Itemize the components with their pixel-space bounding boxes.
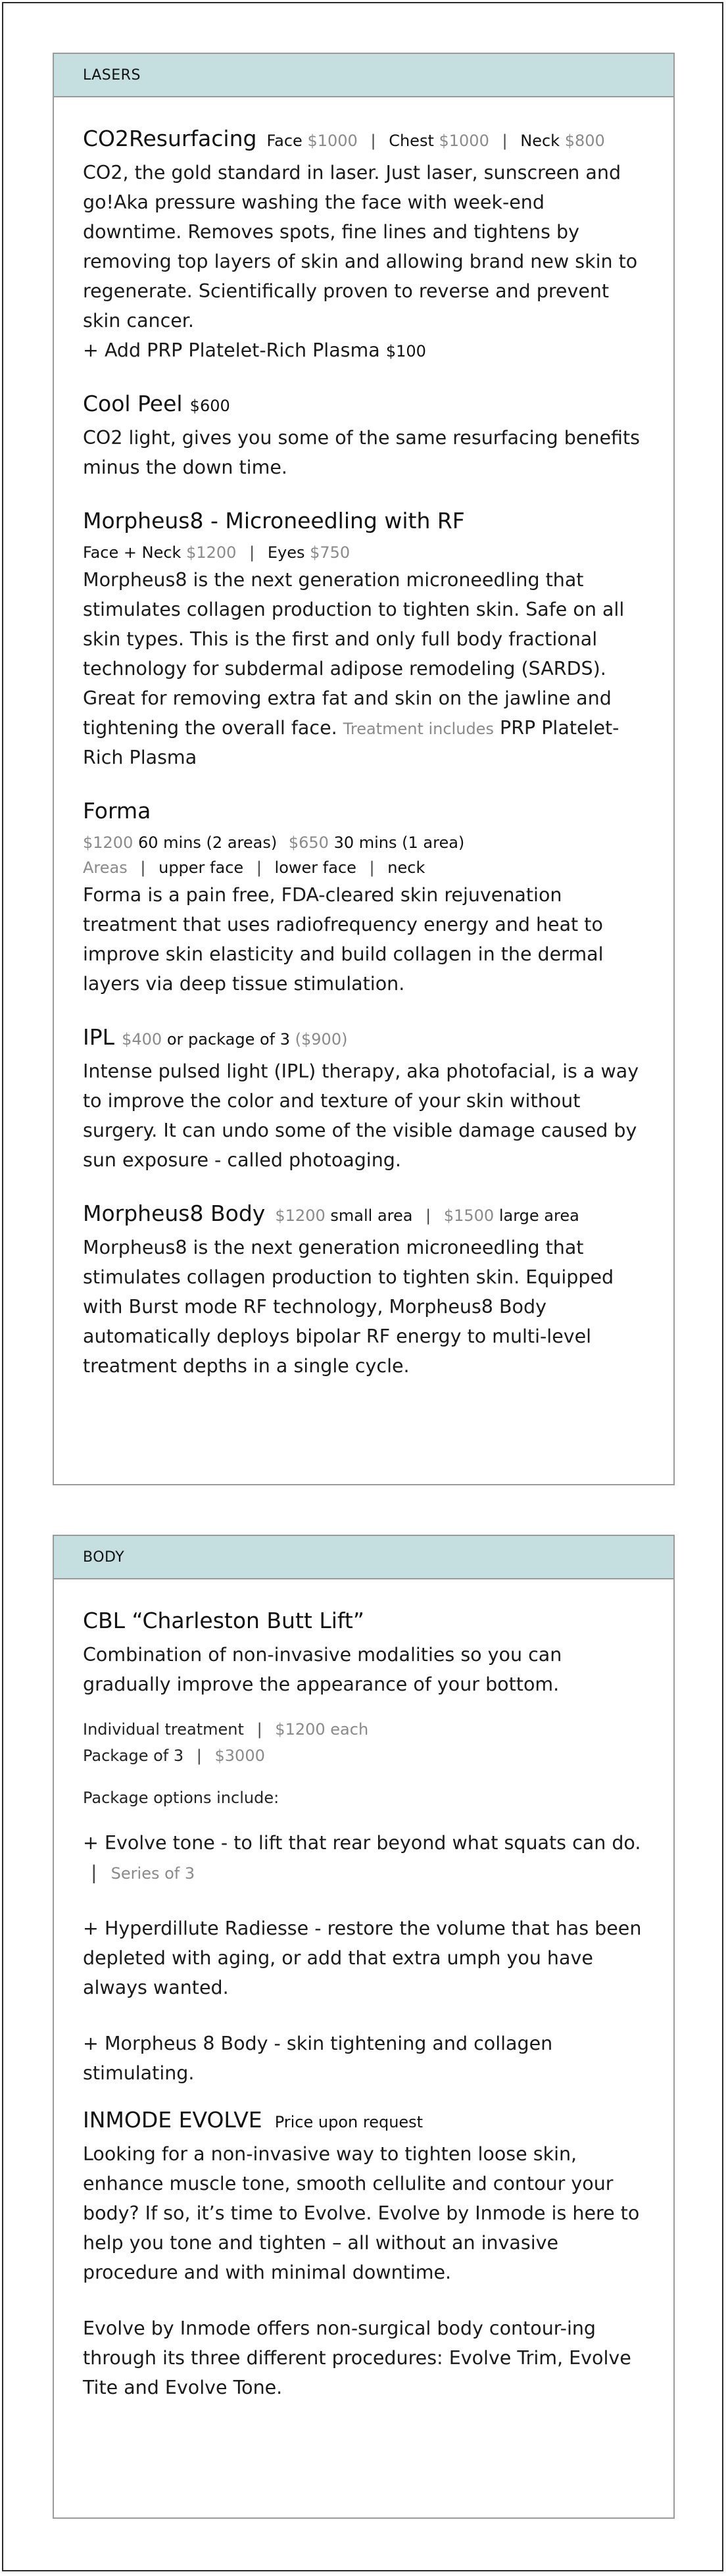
morpheus8-body-large-label: large area (498, 1206, 579, 1225)
co2-face-label: Face (266, 132, 303, 150)
cbl-package-price: $3000 (214, 1746, 265, 1765)
co2-face-price: $1000 (307, 132, 358, 150)
cbl-description: Combination of non-invasive modalities so you can gradually improve the appearance of your bottom. (83, 1644, 562, 1695)
separator: | (502, 132, 508, 150)
co2-neck-price: $800 (564, 132, 605, 150)
forma-area-neck: neck (387, 858, 425, 877)
evolve-description-1: Looking for a non-invasive way to tighten loose skin, enhance muscle tone, smooth cellulite and contour your body? If so, it’s time to Evolve. Evolve by Inmode is here to help you tone and tighten – all without an invasive procedure and with minimal downtime. (83, 2143, 640, 2283)
morpheus8-face-neck-label: Face + Neck (83, 543, 182, 562)
cool-peel-name: Cool Peel (83, 391, 183, 416)
ipl-package-label: or package of 3 (166, 1030, 291, 1049)
evolve-price: Price upon request (274, 2113, 424, 2131)
cbl-name: CBL “Charleston Butt Lift” (83, 1608, 364, 1633)
morpheus8-includes-label: Treatment includes (343, 720, 494, 738)
lasers-panel (53, 53, 675, 1485)
morpheus8-body-name: Morpheus8 Body (83, 1201, 266, 1226)
co2-addon-label: + Add PRP Platelet-Rich Plasma (83, 339, 380, 361)
cbl-option1-note: Series of 3 (110, 1864, 195, 1883)
separator: | (91, 1862, 97, 1883)
morpheus8-body-large-price: $1500 (443, 1206, 495, 1225)
forma-service (83, 796, 644, 999)
forma-areas-label: Areas (83, 858, 128, 877)
cool-peel-description: CO2 light, gives you some of the same resurfacing benefits minus the down time. (83, 427, 640, 478)
separator: | (256, 1720, 262, 1739)
forma-option2-label: 30 mins (1 area) (333, 833, 465, 852)
ipl-description: Intense pulsed light (IPL) therapy, aka photofacial, is a way to improve the color and texture of your skin without surgery. It can undo some of the visible damage caused by sun exposure - called photoaging. (83, 1060, 639, 1171)
co2-description: CO2, the gold standard in laser. Just laser, sunscreen and go!Aka pressure washing the face with week-end downtime. Removes spots, fine lines and tightens by removing top layers of skin and allowing brand new skin to regenerate. Scientifically proven to reverse and prevent skin cancer. (83, 162, 638, 332)
cbl-option1-text: + Evolve tone - to lift that rear beyond what squats can do. (83, 1832, 641, 1854)
morpheus8-name: Morpheus8 - Microneedling with RF (83, 508, 465, 533)
morpheus8-face-neck-price: $1200 (186, 543, 237, 562)
co2-neck-label: Neck (520, 132, 560, 150)
cbl-option2-text: + Hyperdillute Radiesse - restore the volume that has been depleted with aging, or add that extra umph you have always wanted. (83, 1918, 642, 1998)
cbl-service (83, 1606, 644, 2088)
morpheus8-body-small-label: small area (330, 1206, 413, 1225)
separator: | (256, 858, 262, 877)
separator: | (140, 858, 146, 877)
separator: | (249, 543, 255, 562)
morpheus8-includes-value: PRP Platelet-Rich Plasma (83, 717, 619, 768)
cbl-individual-price: $1200 each (275, 1720, 369, 1739)
morpheus8-description: Morpheus8 is the next generation microneedling that stimulates collagen production to tighten skin. Safe on all skin types. This is the first and only full body fractional technology for subdermal adipose remodeling (SARDS). Great for removing extra fat and skin on the jawline and tightening the overall face. (83, 569, 625, 739)
separator: | (425, 1206, 431, 1225)
morpheus8-body-small-price: $1200 (275, 1206, 326, 1225)
morpheus8-eyes-label: Eyes (267, 543, 305, 562)
forma-description: Forma is a pain free, FDA-cleared skin rejuvenation treatment that uses radiofrequency energy and heat to improve skin elasticity and build collagen in the dermal layers via deep tissue stimulation. (83, 884, 604, 995)
cbl-individual-label: Individual treatment (83, 1720, 244, 1739)
body-header: BODY (54, 1536, 673, 1579)
cbl-options-intro: Package options include: (83, 1789, 279, 1807)
ipl-service (83, 1022, 644, 1175)
morpheus8-eyes-price: $750 (310, 543, 351, 562)
forma-name: Forma (83, 798, 151, 824)
morpheus8-body-service (83, 1199, 644, 1381)
morpheus8-service (83, 506, 644, 772)
forma-option1-label: 60 mins (2 areas) (138, 833, 278, 852)
separator: | (370, 132, 376, 150)
evolve-description-2: Evolve by Inmode offers non-surgical body contour-ing through its three different procedures: Evolve Trim, Evolve Tite and Evolve Tone. (83, 2317, 631, 2398)
cbl-option3-text: + Morpheus 8 Body - skin tightening and collagen stimulating. (83, 2033, 553, 2084)
cool-peel-service (83, 389, 644, 482)
separator: | (196, 1746, 202, 1765)
forma-option2-price: $650 (288, 833, 329, 852)
forma-area-lower-face: lower face (274, 858, 356, 877)
forma-area-upper-face: upper face (158, 858, 244, 877)
morpheus8-body-description: Morpheus8 is the next generation microneedling that stimulates collagen production to tighten skin. Equipped with Burst mode RF technology, Morpheus8 Body automatically deploys bipolar RF energy to multi-level treatment depths in a single cycle. (83, 1237, 614, 1377)
cool-peel-price: $600 (189, 397, 230, 415)
cbl-package-label: Package of 3 (83, 1746, 184, 1765)
co2-resurfacing-service (83, 124, 644, 365)
lasers-header: LASERS (54, 54, 673, 97)
body-panel (53, 1535, 675, 2519)
evolve-service (83, 2105, 644, 2402)
co2-name: CO2Resurfacing (83, 126, 257, 151)
ipl-price: $400 (122, 1030, 162, 1049)
co2-chest-label: Chest (389, 132, 434, 150)
evolve-name: INMODE EVOLVE (83, 2107, 262, 2133)
ipl-name: IPL (83, 1024, 115, 1050)
forma-option1-price: $1200 (83, 833, 133, 852)
ipl-package-price: ($900) (295, 1030, 348, 1049)
co2-chest-price: $1000 (439, 132, 489, 150)
separator: | (369, 858, 375, 877)
co2-addon-price: $100 (385, 342, 426, 360)
